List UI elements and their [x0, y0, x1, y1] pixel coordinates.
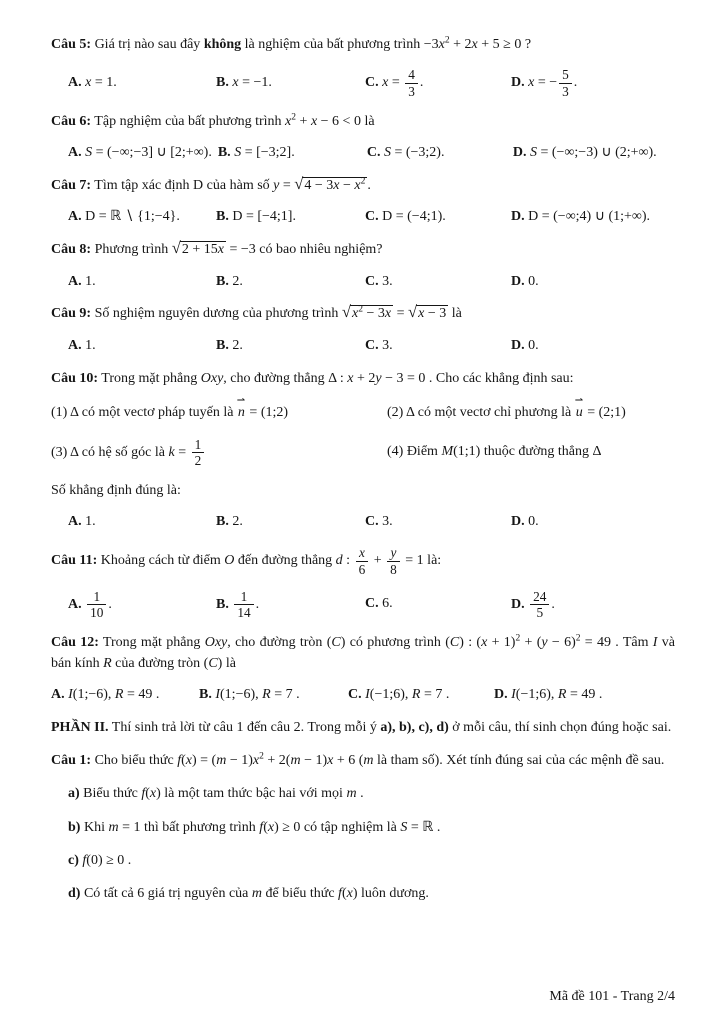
fraction-numerator: 5: [559, 67, 572, 83]
statement: (2) Δ có một vectơ chỉ phương là ⇀ u = (2;1): [387, 403, 675, 423]
radicand: $4 - 3x - x^2$: [304, 176, 366, 194]
fraction-denominator: 3: [562, 83, 569, 99]
answer-options: [51, 67, 675, 99]
math-var: I: [652, 635, 658, 651]
vector-arrow-icon: ⇀: [237, 395, 246, 407]
math-var: x: [310, 113, 318, 129]
answer-option: A. S = (−∞;−3] ∪ [2;+∞).: [68, 145, 212, 161]
math-var: x: [267, 819, 275, 835]
answer-option: B. x = −1.: [216, 74, 272, 90]
answer-option: D. 0.: [511, 337, 539, 353]
question-stem: Câu 5: Giá trị nào sau đây không là nghiệm của bất phương trình $-3x^2 + 2x + 5 \ge 0$ ?: [51, 35, 532, 52]
bold-text: A.: [68, 514, 82, 530]
math-var: x: [352, 306, 359, 322]
bold-text: C.: [348, 686, 362, 702]
fraction-denominator: 8: [390, 561, 397, 577]
math-var: I: [215, 686, 221, 702]
bold-text: b): [68, 819, 81, 835]
math-var: x: [438, 37, 445, 52]
answer-options: [51, 144, 675, 163]
bold-text: D.: [511, 75, 525, 91]
math-var: I: [68, 686, 73, 702]
bold-text: B.: [216, 74, 229, 90]
math-var: x: [382, 75, 389, 91]
math-var: Oxy: [200, 370, 224, 386]
bold-text: D.: [511, 337, 525, 353]
bold-text: B.: [199, 686, 212, 702]
fraction: [530, 589, 549, 621]
bold-text: C.: [365, 514, 379, 530]
bold-text: B.: [216, 209, 229, 225]
radical-sign: √: [171, 238, 180, 258]
bold-text: Câu 11:: [51, 553, 98, 569]
superscript: 2: [259, 751, 264, 762]
sub-item: a) Biểu thức f(x) là một tam thức bậc hai với mọi m .: [68, 786, 364, 802]
statement: (1) Δ có một vectơ pháp tuyến là ⇀ n = (1;2): [51, 403, 387, 423]
math-var: x: [185, 753, 192, 769]
math-var: y: [390, 545, 397, 561]
fraction-numerator: 1: [87, 589, 106, 605]
bold-text: Câu 7:: [51, 178, 92, 194]
math-var: R: [103, 655, 112, 671]
bold-text: D.: [511, 596, 525, 612]
fraction: [405, 67, 418, 99]
math-var: x: [347, 370, 354, 386]
bold-text: B.: [216, 337, 229, 353]
fraction: [387, 545, 400, 577]
bold-text: C.: [365, 596, 379, 612]
question-stem: Câu 7: Tìm tập xác định D của hàm số y = √ $4 - 3x - x^2$ .: [51, 174, 371, 194]
answer-options: [51, 208, 675, 227]
vector: [237, 395, 246, 423]
answer-option: C. x = $\frac{4}{3}$ .: [365, 67, 424, 99]
bold-text: A.: [68, 145, 82, 161]
math-var: f: [338, 886, 342, 902]
answer-option: B. 2.: [216, 273, 243, 289]
answer-option: A. I(1;−6), R = 49 .: [51, 686, 160, 702]
bold-text: B.: [217, 145, 231, 161]
math-var: I: [511, 686, 516, 702]
answer-option: D. 0.: [511, 514, 539, 530]
answer-option: C. 6.: [365, 596, 393, 612]
square-root: [294, 174, 367, 194]
question-stem: Câu 8: Phương trình √ 2 + 15x = −3 có bao nhiêu nghiệm?: [51, 238, 383, 258]
bold-text: B.: [216, 273, 229, 289]
bold-text: C.: [365, 337, 379, 353]
vector-body: [238, 405, 245, 420]
bold-text: A.: [68, 209, 82, 225]
math-var: f: [177, 753, 182, 769]
superscript: 2: [515, 633, 521, 644]
radical-sign: √: [408, 302, 417, 322]
math-var: y: [375, 370, 382, 386]
math-var: R: [114, 686, 124, 702]
math-var: x: [418, 306, 425, 322]
fraction-numerator: 4: [405, 67, 418, 83]
answer-option: C. 3.: [365, 337, 393, 353]
question-stem: Câu 11: Khoảng cách từ điểm O đến đường thẳng d : $\frac{x}{6}$ + $\frac{y}{8}$ = 1 là:: [51, 545, 442, 577]
answer-option: B. I(1;−6), R = 7 .: [199, 686, 300, 702]
math-var: x: [85, 74, 92, 90]
superscript: 2: [575, 633, 581, 644]
math-var: f: [141, 786, 146, 802]
answer-option: C. 3.: [365, 514, 393, 530]
bold-text: Câu 9:: [51, 306, 92, 322]
question-stem: Câu 10: Trong mặt phẳng Oxy, cho đường thẳng Δ : x + 2y − 3 = 0 . Cho các khẳng định sau:: [51, 370, 574, 386]
sub-item: c) f(0) ≥ 0 .: [68, 853, 132, 869]
fraction-numerator: 1: [234, 589, 253, 605]
math-var: C: [331, 635, 341, 651]
fraction: [234, 589, 253, 621]
math-var: m: [346, 786, 357, 802]
bold-text: D.: [494, 686, 508, 702]
bold-text: a): [68, 786, 80, 802]
math-var: y: [541, 635, 548, 651]
math-var: R: [262, 686, 271, 702]
fraction-numerator: [387, 545, 400, 561]
math-var: x: [354, 178, 361, 194]
bold-text: Câu 5:: [51, 37, 92, 52]
answer-option: C. 3.: [365, 273, 393, 289]
math-var: S: [529, 145, 537, 161]
bold-text: Câu 10:: [51, 370, 99, 386]
statement-row: [51, 437, 675, 469]
bold-text: D.: [512, 145, 527, 161]
square-root: [341, 302, 393, 322]
bold-text: A.: [68, 74, 82, 90]
bold-text: a), b), c), d): [380, 719, 449, 735]
math-var: S: [234, 145, 242, 161]
question-stem: Câu 9: Số nghiệm nguyên dương của phương trình √ $x^2 - 3x$ = √ x − 3 là: [51, 302, 462, 322]
bold-text: A.: [51, 686, 65, 702]
math-var: S: [400, 819, 408, 835]
answer-option: C. D = (−4;1).: [365, 209, 446, 225]
question-stem: Câu 6: Tập nghiệm của bất phương trình $x^2 + x - 6 < 0$ là: [51, 112, 375, 129]
math-var: R: [557, 686, 567, 702]
bold-text: PHẦN II.: [51, 719, 109, 735]
answer-options: [51, 589, 675, 621]
math-var: f: [82, 853, 87, 869]
fraction: [87, 589, 106, 621]
answer-option: A. 1.: [68, 337, 96, 353]
bold-text: c): [68, 853, 79, 869]
paragraph: Số khẳng định đúng là:: [51, 483, 181, 499]
math-var: n: [237, 404, 245, 420]
fraction-denominator: 10: [90, 605, 104, 621]
answer-option: D. $\frac{24}{5}$ .: [511, 588, 555, 621]
math-var: x: [481, 635, 488, 651]
math-var: y: [273, 178, 280, 194]
answer-option: D. S = (−∞;−3) ∪ (2;+∞).: [512, 145, 657, 161]
bold-text: B.: [216, 596, 229, 612]
sub-item: d) Có tất cả 6 giá trị nguyên của m để biểu thức f(x) luôn dương.: [68, 886, 429, 902]
fraction-denominator: 14: [237, 605, 251, 621]
paragraph: PHẦN II. Thí sinh trả lời từ câu 1 đến câu 2. Trong mỗi ý a), b), c), d) ở mỗi câu, thí sinh chọn đúng hoặc sai.: [51, 719, 672, 735]
sub-item: b) Khi m = 1 thì bất phương trình f(x) ≥ 0 có tập nghiệm là S = ℝ .: [68, 819, 441, 835]
statement: (4) Điểm M(1;1) thuộc đường thẳng Δ: [387, 444, 602, 460]
radical-sign: √: [294, 174, 303, 194]
superscript: 2: [360, 176, 366, 187]
math-var: Oxy: [204, 635, 228, 651]
statement-row: [51, 395, 675, 423]
bold-text: Câu 1:: [51, 753, 92, 769]
answer-options: [51, 273, 675, 292]
answer-option: C. S = (−3;2).: [366, 145, 445, 161]
bold-text: d): [68, 886, 81, 902]
superscript: 2: [444, 35, 450, 46]
vector: [574, 395, 584, 423]
fraction: [356, 545, 369, 577]
radical-sign: √: [341, 302, 350, 322]
superscript: 2: [291, 112, 297, 123]
bold-text: D.: [511, 514, 525, 530]
math-var: x: [358, 545, 365, 561]
math-var: M: [441, 444, 454, 460]
radicand: x − 3: [418, 306, 447, 322]
bold-text: C.: [365, 209, 379, 225]
math-var: S: [85, 145, 93, 161]
answer-option: D. x = − $\frac{5}{3}$ .: [511, 67, 578, 99]
math-var: x: [528, 75, 535, 91]
document-body: [51, 35, 675, 905]
bold-text: A.: [68, 273, 82, 289]
answer-option: B. S = [−3;2].: [217, 145, 295, 161]
fraction: [559, 67, 572, 99]
statement: (3) Δ có hệ số góc là k = $\frac{1}{2}$: [51, 437, 387, 469]
bold-text: C.: [365, 75, 379, 91]
bold-text: B.: [216, 514, 229, 530]
fraction: [192, 437, 205, 469]
answer-option: A. 1.: [68, 514, 96, 530]
math-var: m: [290, 753, 301, 769]
math-var: x: [252, 753, 260, 769]
math-var: x: [232, 74, 239, 90]
math-var: C: [208, 655, 218, 671]
math-var: I: [365, 686, 370, 702]
bold-text: D.: [511, 209, 525, 225]
math-var: x: [333, 178, 340, 194]
answer-option: C. I(−1;6), R = 7 .: [348, 686, 450, 702]
bold-text: Câu 6:: [51, 113, 92, 129]
bold-text: D.: [511, 273, 525, 289]
question-stem: Câu 12: Trong mặt phẳng Oxy, cho đường tròn (C) có phương trình (C) : $(x + 1)^2 + (y - 6)^2 = 49$ . Tâm I và bán kính R của đường tròn (C) là: [51, 633, 675, 671]
answer-option: D. 0.: [511, 273, 539, 289]
answer-option: A. 1.: [68, 273, 96, 289]
fraction-denominator: 5: [536, 605, 544, 621]
answer-option: D. I(−1;6), R = 49 .: [494, 686, 603, 702]
bold-text: Câu 12:: [51, 635, 99, 651]
bold-text: A.: [68, 337, 82, 353]
bold-text: A.: [68, 596, 82, 612]
square-root: [408, 302, 448, 322]
fraction-numerator: 24: [530, 589, 549, 605]
page-footer: Mã đề 101 - Trang 2/4: [549, 988, 675, 1004]
answer-option: A. x = 1.: [68, 74, 117, 90]
math-var: x: [285, 113, 292, 129]
radicand: 2 + 15x: [181, 242, 224, 258]
fraction-numerator: [356, 545, 369, 561]
bold-text: C.: [365, 273, 379, 289]
answer-option: A. D = ℝ ∖ {1;−4}.: [68, 209, 180, 225]
math-var: k: [168, 444, 175, 460]
math-var: C: [449, 635, 460, 651]
math-var: x: [327, 753, 334, 769]
fraction-denominator: 2: [194, 452, 202, 468]
math-var: x: [384, 306, 392, 322]
math-var: u: [575, 404, 583, 420]
answer-options: [51, 337, 675, 356]
bold-text: Câu 8:: [51, 242, 92, 258]
superscript: 2: [358, 304, 363, 315]
math-var: R: [411, 686, 421, 702]
bold-text: không: [203, 37, 242, 52]
answer-option: B. D = [−4;1].: [216, 209, 296, 225]
fraction-denominator: 3: [408, 83, 415, 99]
math-var: f: [259, 819, 264, 835]
answer-option: B. 2.: [216, 514, 243, 530]
math-var: x: [346, 886, 353, 902]
answer-options: [51, 686, 675, 705]
math-var: d: [335, 553, 343, 569]
fraction-denominator: 6: [358, 561, 366, 577]
math-var: m: [216, 753, 227, 769]
answer-option: B. 2.: [216, 337, 243, 353]
math-var: x: [471, 37, 478, 52]
radicand: $x^2 - 3x$: [352, 304, 392, 322]
answer-option: D. D = (−∞;4) ∪ (1;+∞).: [511, 209, 651, 225]
math-var: x: [217, 242, 224, 258]
math-var: x: [149, 786, 157, 802]
fraction-numerator: 1: [192, 437, 205, 453]
vector-body: [576, 405, 583, 420]
question-stem: Câu 1: Cho biểu thức $f(x) = (m - 1)x^2 + 2(m - 1)x + 6$ (m là tham số). Xét tính đúng sai của các mệnh đề sau.: [51, 751, 665, 769]
answer-option: B. $\frac{1}{14}$ .: [216, 588, 260, 621]
answer-options: [51, 513, 675, 532]
math-var: m: [363, 753, 374, 769]
answer-option: A. $\frac{1}{10}$ .: [68, 588, 112, 621]
math-var: O: [224, 553, 235, 569]
bold-text: C.: [366, 145, 381, 161]
square-root: [171, 238, 226, 258]
math-var: S: [383, 145, 391, 161]
math-var: m: [251, 886, 263, 902]
math-var: m: [108, 819, 119, 835]
vector-arrow-icon: ⇀: [574, 395, 584, 407]
